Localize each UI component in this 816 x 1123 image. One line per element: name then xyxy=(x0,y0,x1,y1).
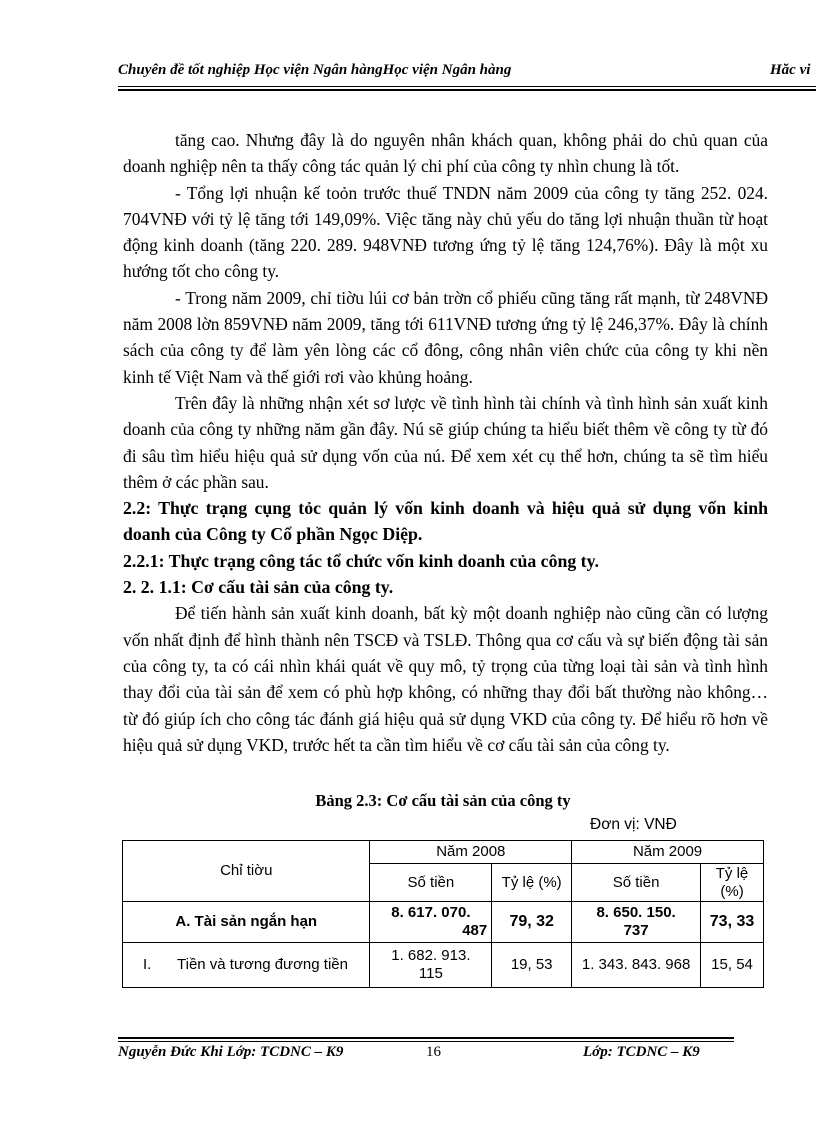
document-body xyxy=(123,127,768,758)
table-unit: Đơn vị: VNĐ xyxy=(590,816,677,833)
row-ratio-2008: 79, 32 xyxy=(492,902,572,943)
row-amount-2009 xyxy=(572,902,701,943)
row-amount-2008 xyxy=(370,943,492,988)
row-number: I. xyxy=(143,956,152,973)
amount-2008-line1: 8. 617. 070. xyxy=(391,904,471,921)
header-rule-thin xyxy=(118,86,816,87)
header-right-text: Hăc vi xyxy=(770,62,811,78)
asset-structure-table xyxy=(122,840,764,988)
section-heading-2-2-1-1: 2. 2. 1.1: Cơ cấu tài sản của công ty. xyxy=(123,577,394,598)
header-ratio-2008: Tỷ lệ (%) xyxy=(492,864,572,902)
table-row xyxy=(123,902,764,943)
header-title: Chuyên đề tốt nghiệp Học viện Ngân hàngHọc viện Ngân hàng xyxy=(118,62,512,78)
paragraph-asset-structure: Để tiến hành sản xuất kinh doanh, bất kỳ một doanh nghiệp nào cũng cần có lượng vốn nhất định để hình thành nên TSCĐ và TSLĐ. Thông qua cơ cấu và sự biến động tài sản của công ty, ta có cái nhìn khái quát về quy mô, tỷ trọng của từng loại tài sản và tình hình thay đổi của tài sản để xem có phù hợp không, có những thay đổi bất thường nào không… từ đó giúp ích cho công tác đánh giá hiệu quả sử dụng VKD của công ty. Để hiểu rõ hơn về hiệu quả sử dụng VKD, trước hết ta cần tìm hiểu về cơ cấu tài sản của công ty. xyxy=(123,603,768,755)
header-ratio-2009 xyxy=(701,864,764,902)
row-amount-2008 xyxy=(370,902,492,943)
row-ratio-2008: 19, 53 xyxy=(492,943,572,988)
footer-rule-thin xyxy=(118,1041,734,1042)
header-amount-2008: Số tiền xyxy=(370,864,492,902)
paragraph-summary: Trên đây là những nhận xét sơ lược về tình hình tài chính và tình hình sản xuất kinh doanh của công ty những năm gần đây. Nú sẽ giúp chúng ta hiểu biết thêm về công ty từ đó đi sâu tìm hiểu hiệu quả sử dụng vốn của nú. Để xem xét cụ thể hơn, chúng ta sẽ tìm hiểu thêm ở các phần sau. xyxy=(123,392,768,492)
paragraph-cost-management: tăng cao. Nhưng đây là do nguyên nhân khách quan, không phải do chủ quan của doanh nghiệp nên ta thấy công tác quản lý chi phí của công ty nhìn chung là tốt. xyxy=(123,130,768,177)
row-label-short-term-assets: A. Tài sản ngắn hạn xyxy=(123,902,370,943)
footer-author: Nguyễn Đức Khi Lớp: TCDNC – K9 xyxy=(118,1044,344,1060)
row-amount-2009: 1. 343. 843. 968 xyxy=(572,943,701,988)
amount-2009-line2: 737 xyxy=(623,922,649,939)
row-label-cash xyxy=(123,943,370,988)
paragraph-profit: - Tổng lợi nhuận kế toỏn trước thuế TNDN năm 2009 của công ty tăng 252. 024. 704VNĐ với tỷ lệ tăng tới 149,09%. Việc tăng này chủ yếu do tăng lợi nhuận thuần từ hoạt động kinh doanh (tăng 220. 289. 948VNĐ tương ứng tỷ lệ tăng 124,76%). Đây là một xu hướng tốt cho công ty. xyxy=(123,182,768,282)
header-item: Chỉ tiờu xyxy=(123,841,370,902)
footer-class: Lớp: TCDNC – K9 xyxy=(583,1044,700,1060)
header-year-2009: Năm 2009 xyxy=(572,841,764,864)
table-row xyxy=(123,943,764,988)
page-number: 16 xyxy=(426,1044,441,1060)
row-ratio-2009: 73, 33 xyxy=(701,902,764,943)
page-header xyxy=(118,62,816,84)
paragraph-eps: - Trong năm 2009, chỉ tiờu lúi cơ bản trờn cổ phiếu cũng tăng rất mạnh, từ 248VNĐ năm 2008 lờn 859VNĐ năm 2009, tăng tới 611VNĐ tương ứng tỷ lệ 246,37%. Đây là chính sách của công ty để làm yên lòng các cổ đông, công nhân viên chức của công ty khi nền kinh tế Việt Nam và thế giới rơi vào khủng hoảng. xyxy=(123,287,768,387)
amount-2008-line2: 487 xyxy=(462,922,488,939)
header-ratio-2009-line1: Tỷ lệ xyxy=(715,864,749,882)
row-ratio-2009: 15, 54 xyxy=(701,943,764,988)
header-ratio-2009-line2: (%) xyxy=(720,882,744,900)
section-heading-2-2: 2.2: Thực trạng cụng tỏc quản lý vốn kinh doanh và hiệu quả sử dụng vốn kinh doanh của Công ty Cổ phần Ngọc Diệp. xyxy=(123,498,768,545)
header-amount-2009: Số tiền xyxy=(572,864,701,902)
footer-rule-thick xyxy=(118,1037,734,1039)
header-year-2008: Năm 2008 xyxy=(370,841,572,864)
row-label-text: Tiền và tương đương tiền xyxy=(177,956,348,973)
amount-2008-line2: 115 xyxy=(418,965,443,982)
table-caption: Bảng 2.3: Cơ cấu tài sản của công ty xyxy=(315,791,571,810)
amount-2009-line1: 8. 650. 150. xyxy=(596,904,676,921)
section-heading-2-2-1: 2.2.1: Thực trạng công tác tổ chức vốn kinh doanh của công ty. xyxy=(123,550,599,571)
header-rule-thick xyxy=(118,89,816,91)
amount-2008-line1: 1. 682. 913. xyxy=(391,947,471,964)
table-header-row xyxy=(123,841,764,864)
